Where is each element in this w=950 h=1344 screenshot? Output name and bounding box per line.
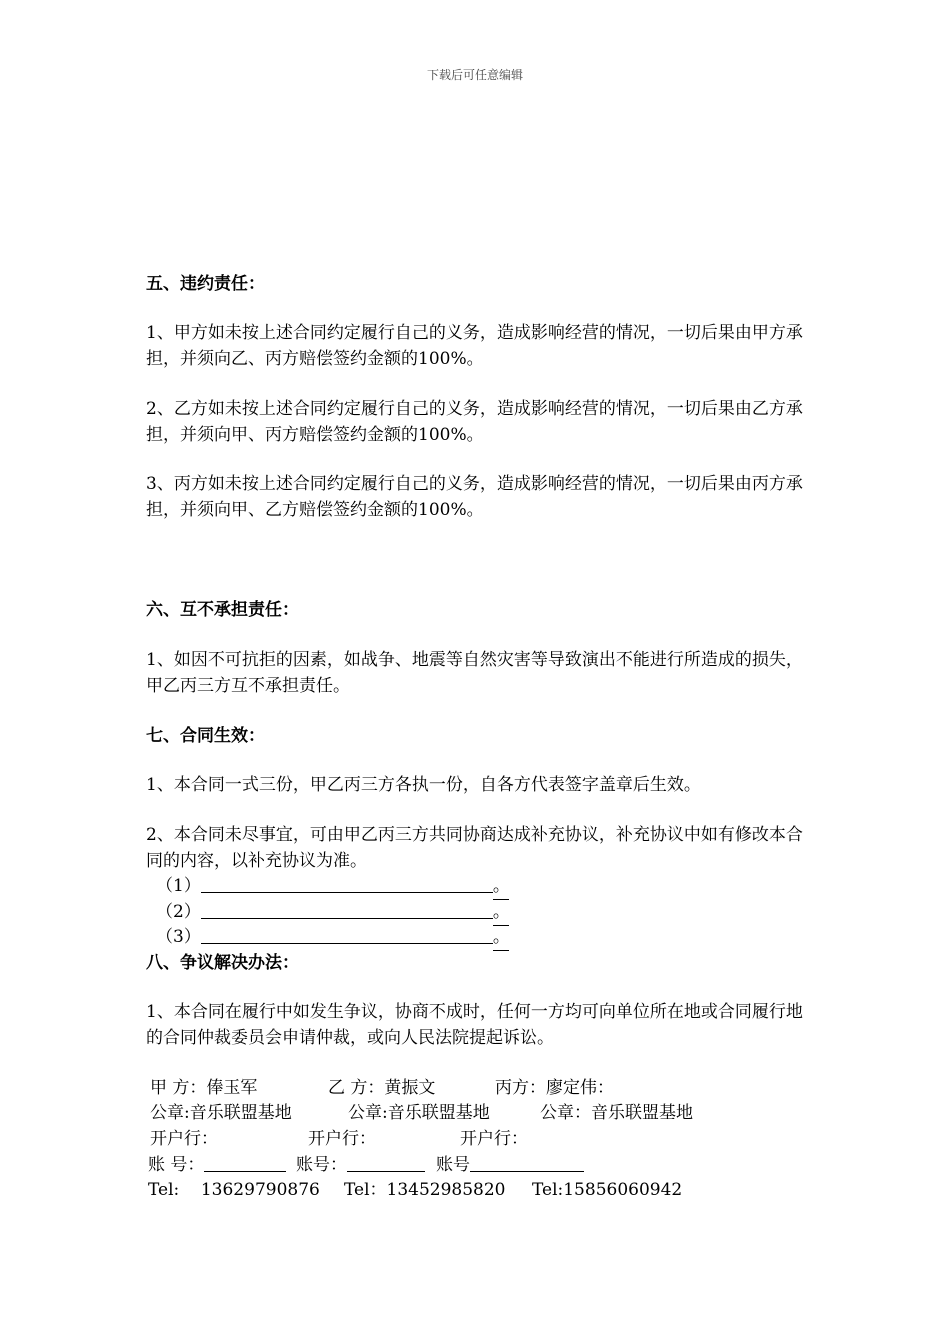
party-c-tel: Tel:15856060942: [532, 1180, 683, 1200]
section-5-para-1: 1、甲方如未按上述合同约定履行自己的义务，造成影响经营的情况，一切后果由甲方承担，并须向乙、丙方赔偿签约金额的100%。: [146, 323, 803, 369]
supplement-item-3: [156, 925, 509, 951]
fill-in-blank[interactable]: [201, 927, 493, 944]
account-label: 账 号：: [148, 1155, 205, 1175]
party-b-bank: 开户行：: [308, 1129, 376, 1149]
section-7-para-2: 2、本合同未尽事宜，可由甲乙丙三方共同协商达成补充协议，补充协议中如有修改本合同的内容，以补充协议为准。: [146, 825, 803, 871]
party-b-account: [296, 1152, 425, 1178]
section-5-para-3: 3、丙方如未按上述合同约定履行自己的义务，造成影响经营的情况，一切后果由丙方承担，并须向甲、乙方赔偿签约金额的100%。: [146, 474, 803, 520]
party-b-name: 乙 方：黄振文: [328, 1078, 436, 1098]
header-note: 下载后可任意编辑: [426, 68, 523, 82]
account-blank[interactable]: [347, 1155, 425, 1172]
item-label: （2）: [156, 902, 201, 922]
account-label: 账号: [436, 1155, 470, 1175]
section-5-title: 五、违约责任：: [146, 274, 265, 294]
account-blank[interactable]: [470, 1155, 584, 1172]
party-a-tel: Tel: 13629790876: [148, 1180, 320, 1200]
item-end: 。: [493, 925, 509, 951]
fill-in-blank[interactable]: [201, 902, 493, 919]
section-8-para-1: 1、本合同在履行中如发生争议，协商不成时，任何一方均可向单位所在地或合同履行地的合同仲裁委员会申请仲裁，或向人民法院提起诉讼。: [146, 1002, 803, 1048]
account-blank[interactable]: [204, 1155, 286, 1172]
section-5-para-2: 2、乙方如未按上述合同约定履行自己的义务，造成影响经营的情况，一切后果由乙方承担，并须向甲、丙方赔偿签约金额的100%。: [146, 399, 803, 445]
party-a-bank: 开户行：: [150, 1129, 218, 1149]
party-b-tel: Tel：13452985820: [344, 1180, 506, 1200]
supplement-item-2: [156, 900, 509, 926]
item-end: 。: [493, 874, 509, 900]
section-6-para-1: 1、如因不可抗拒的因素，如战争、地震等自然灾害等导致演出不能进行所造成的损失，甲乙丙三方互不承担责任。: [146, 650, 803, 696]
party-c-name: 丙方：廖定伟：: [495, 1078, 614, 1098]
section-8-title: 八、争议解决办法：: [146, 953, 299, 973]
section-7-para-1: 1、本合同一式三份，甲乙丙三方各执一份，自各方代表签字盖章后生效。: [146, 775, 701, 795]
fill-in-blank[interactable]: [201, 876, 493, 893]
party-c-bank: 开户行：: [460, 1129, 528, 1149]
party-b-seal: 公章:音乐联盟基地: [348, 1103, 490, 1123]
contract-body: [146, 0, 810, 1344]
party-c-account: [436, 1152, 584, 1178]
item-label: （1）: [156, 876, 201, 896]
item-label: （3）: [156, 927, 201, 947]
section-7-title: 七、合同生效：: [146, 726, 265, 746]
party-a-seal: 公章:音乐联盟基地: [150, 1103, 292, 1123]
account-label: 账号：: [296, 1155, 347, 1175]
party-a-account: [148, 1152, 286, 1178]
party-a-name: 甲 方：俸玉军: [150, 1078, 258, 1098]
item-end: 。: [493, 900, 509, 926]
section-6-title: 六、互不承担责任：: [146, 600, 299, 620]
supplement-item-1: [156, 874, 509, 900]
party-c-seal: 公章：音乐联盟基地: [540, 1103, 693, 1123]
